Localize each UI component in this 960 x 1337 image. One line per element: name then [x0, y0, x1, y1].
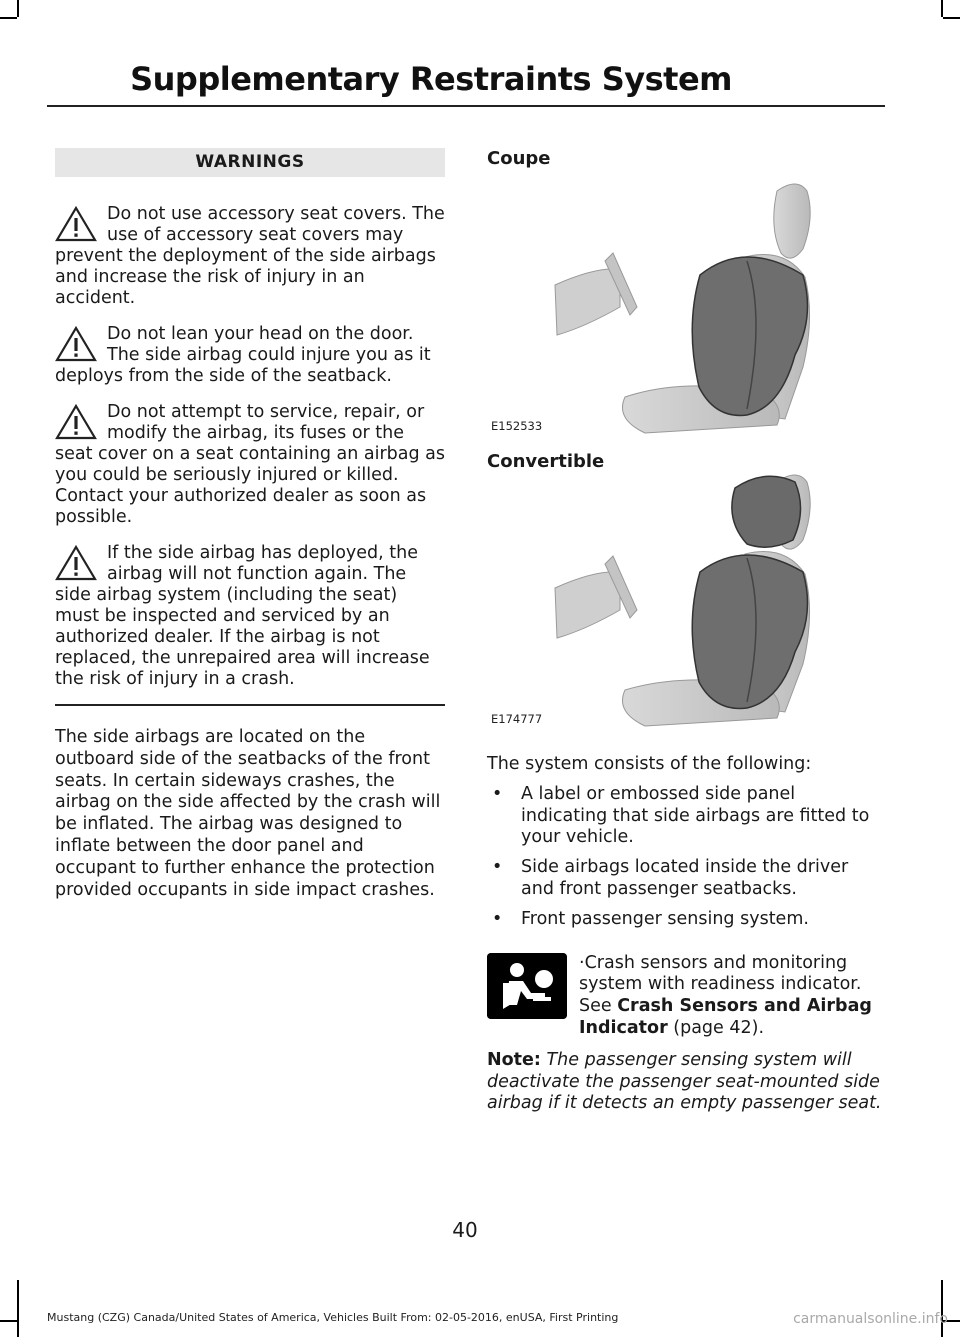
- crop-mark: [0, 17, 17, 19]
- warning-text: If the side airbag has deployed, the airbag will not function again. The side airbag system (including the seat) must be inspected and serviced by an authorized dealer. If the airbag is not replaced, the unrepaired area will increase the risk of injury in a crash.: [55, 543, 430, 689]
- warning-triangle-icon: [55, 404, 97, 440]
- note: [487, 1050, 882, 1115]
- warnings-heading: WARNINGS: [55, 148, 445, 177]
- section-rule: [55, 704, 445, 706]
- figure-code: E152533: [491, 419, 543, 433]
- right-column: [487, 148, 882, 1115]
- warning-item: [55, 204, 445, 309]
- bullet-dot: •: [492, 783, 503, 804]
- coupe-seat-figure: [485, 157, 825, 439]
- warning-triangle-icon: [55, 326, 97, 362]
- bullet-dot: •: [492, 908, 503, 929]
- warning-text: Do not use accessory seat covers. The use of accessory seat covers may prevent the deployment of the side airbags and increase the risk of injury in an accident.: [55, 204, 445, 308]
- crop-mark: [17, 1280, 19, 1337]
- warning-text: Do not attempt to service, repair, or modify the airbag, its fuses or the seat cover on a seat containing an airbag as you could be seriously injured or killed. Contact your authorized dealer as soon as possible.: [55, 402, 446, 527]
- list-item: [487, 784, 882, 849]
- figure-code: E174777: [491, 712, 543, 726]
- page-reference: (page 42).: [667, 1017, 765, 1038]
- page-number: 40: [452, 1218, 478, 1242]
- body-paragraph: The side airbags are located on the outboard side of the seatbacks of the front seats. In certain sideways crashes, the airbag on the side affected by the crash will be inflated. The airbag was designed to inflate between the door panel and occupant to further enhance the protection provided occupants in side impact crashes.: [55, 727, 441, 900]
- crop-mark: [943, 17, 960, 19]
- list-item-text: Side airbags located inside the driver and front passenger seatbacks.: [521, 857, 849, 899]
- crop-mark: [17, 0, 19, 17]
- footer-text: Mustang (CZG) Canada/United States of America, Vehicles Built From: 02-05-2016, enUSA, First Printing: [47, 1311, 619, 1324]
- sensor-block: [487, 953, 882, 1040]
- warning-item: [55, 543, 445, 690]
- list-item-text: A label or embossed side panel indicating that side airbags are fitted to your vehicle.: [521, 783, 870, 848]
- coupe-seat-airbag-illustration: [485, 157, 825, 439]
- convertible-seat-figure: [485, 460, 825, 732]
- crop-mark: [941, 0, 943, 17]
- figure-label-convertible: Convertible: [487, 451, 605, 472]
- warning-item: [55, 402, 445, 528]
- warning-item: [55, 324, 445, 387]
- warning-text: Do not lean your head on the door. The side airbag could injure you as it deploys from the side of the seatback.: [55, 324, 431, 386]
- convertible-seat-airbag-illustration: [485, 460, 825, 732]
- figure-label-coupe: Coupe: [487, 148, 551, 169]
- crop-mark: [0, 1320, 17, 1322]
- page-title: Supplementary Restraints System: [130, 60, 732, 98]
- warning-triangle-icon: [55, 206, 97, 242]
- title-rule: [47, 105, 885, 107]
- crop-mark: [941, 1280, 943, 1337]
- note-text: The passenger sensing system will deactivate the passenger seat-mounted side airbag if it detects an empty passenger seat.: [487, 1049, 882, 1114]
- left-column: [55, 148, 445, 901]
- watermark: carmanualsonline.info: [793, 1311, 948, 1327]
- cross-reference-link[interactable]: Crash Sensors and Airbag Indicator: [579, 996, 872, 1038]
- warning-triangle-icon: [55, 545, 97, 581]
- sensor-text: ·Crash sensors and monitoring system with readiness indicator. See: [579, 952, 862, 1017]
- list-item: [487, 857, 882, 901]
- list-item: [487, 909, 882, 931]
- airbag-warning-icon: [487, 953, 567, 1019]
- system-intro: The system consists of the following:: [487, 754, 812, 774]
- note-label: Note:: [487, 1049, 541, 1070]
- bullet-dot: •: [492, 857, 503, 878]
- list-item-text: Front passenger sensing system.: [521, 908, 809, 929]
